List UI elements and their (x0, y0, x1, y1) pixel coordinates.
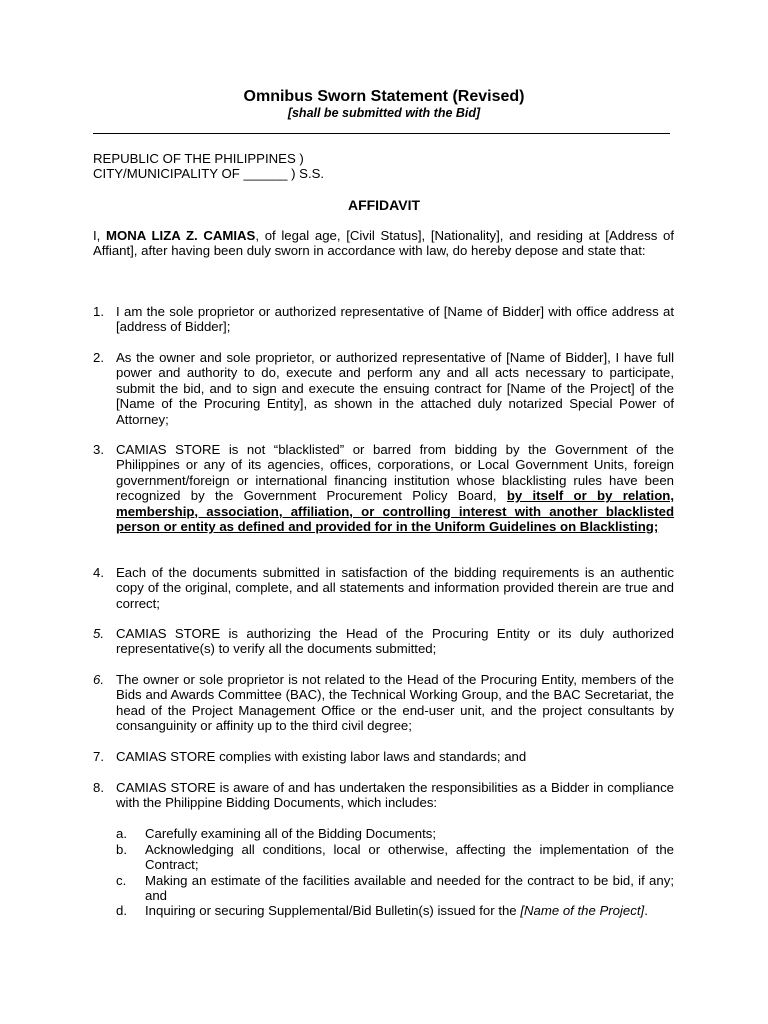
sub-item-a (116, 826, 674, 841)
project-placeholder: [Name of the Project] (520, 903, 645, 918)
sub-item-text: Carefully examining all of the Bidding Documents; (145, 826, 437, 841)
venue-line-city: CITY/MUNICIPALITY OF ______ ) S.S. (93, 166, 325, 182)
venue-line-republic: REPUBLIC OF THE PHILIPPINES ) (93, 151, 304, 166)
list-item-6 (93, 672, 674, 734)
item-text: CAMIAS STORE is authorizing the Head of the Procuring Entity or its duly authorized representative(s) to verify all the documents submitted; (116, 626, 674, 657)
item-text: CAMIAS STORE is not “blacklisted” or barred from bidding by the Government of the Philippines or any of its agencies, offices, corporations, or Local Government Units, foreign government/foreign or international financing institution whose blacklisting rules have been recognized by the Government Procurement Policy Board, (116, 442, 674, 504)
item-number: 5. (93, 626, 104, 641)
intro-prefix: I, (93, 228, 106, 243)
sub-item-letter: c. (116, 873, 127, 888)
affiant-name: MONA LIZA Z. CAMIAS (106, 228, 256, 243)
item-text: As the owner and sole proprietor, or authorized representative of [Name of Bidder], I have full power and authority to do, execute and perform any and all acts necessary to participate, submit the bid, and to sign and execute the ensuing contract for [Name of the Project] of the [Name of the Procuring Entity], as shown in the attached duly notarized Special Power of Attorney; (116, 350, 674, 427)
affidavit-heading: AFFIDAVIT (347, 197, 421, 213)
sub-item-d (116, 903, 674, 918)
sub-item-letter: d. (116, 903, 127, 918)
list-item-1 (93, 304, 674, 335)
sub-item-text: Making an estimate of the facilities available and needed for the contract to be bid, if any; and (145, 873, 674, 904)
document-title: Omnibus Sworn Statement (Revised) (243, 88, 525, 105)
item-text: Each of the documents submitted in satisfaction of the bidding requirements is an authentic copy of the original, complete, and all statements and information provided therein are true and correct; (116, 565, 674, 611)
item-emphasis: by itself or by relation, membership, association, affiliation, or controlling interest with another blacklisted person or entity as defined and provided for in the Uniform Guidelines on Blacklisting; (116, 488, 674, 535)
sub-item-b (116, 842, 674, 873)
document-subtitle: [shall be submitted with the Bid] (287, 106, 481, 120)
item-text: CAMIAS STORE is aware of and has undertaken the responsibilities as a Bidder in compliance with the Philippine Bidding Documents, which includes: (116, 780, 674, 811)
item-body (116, 442, 674, 534)
item-number: 8. (93, 780, 104, 795)
item-number: 2. (93, 350, 104, 365)
item-number: 3. (93, 442, 104, 457)
sub-item-letter: a. (116, 826, 127, 841)
item-text: CAMIAS STORE complies with existing labor laws and standards; and (116, 749, 527, 764)
list-item-8 (93, 780, 674, 811)
item-number: 6. (93, 672, 104, 687)
item-number: 4. (93, 565, 104, 580)
sub-item-c (116, 873, 674, 904)
item-number: 7. (93, 749, 104, 764)
venue-block (93, 151, 593, 182)
list-item-5 (93, 626, 674, 657)
sub-item-body (145, 903, 674, 918)
sub-item-end: . (644, 903, 648, 918)
list-item-3 (93, 442, 674, 534)
item-number: 1. (93, 304, 104, 319)
intro-text: , of legal age, [Civil Status], [Nationality], and residing at [Address of Affiant], after having been duly sworn in accordance with law, do hereby depose and state that: (93, 228, 674, 259)
sub-item-text: Acknowledging all conditions, local or otherwise, affecting the implementation of the Contract; (145, 842, 674, 873)
title-divider (93, 133, 670, 134)
sub-item-letter: b. (116, 842, 127, 857)
list-item-2 (93, 350, 674, 427)
item-text: I am the sole proprietor or authorized representative of [Name of Bidder] with office address at [address of Bidder]; (116, 304, 674, 335)
list-item-4 (93, 565, 674, 611)
sub-item-text: Inquiring or securing Supplemental/Bid Bulletin(s) issued for the (145, 903, 521, 918)
list-item-7 (93, 749, 674, 764)
item-text: The owner or sole proprietor is not related to the Head of the Procuring Entity, members of the Bids and Awards Committee (BAC), the Technical Working Group, and the BAC Secretariat, the head of the Project Management Office or the end-user unit, and the project consultants by consanguinity or affinity up to the third civil degree; (116, 672, 674, 734)
intro-paragraph (93, 228, 674, 259)
